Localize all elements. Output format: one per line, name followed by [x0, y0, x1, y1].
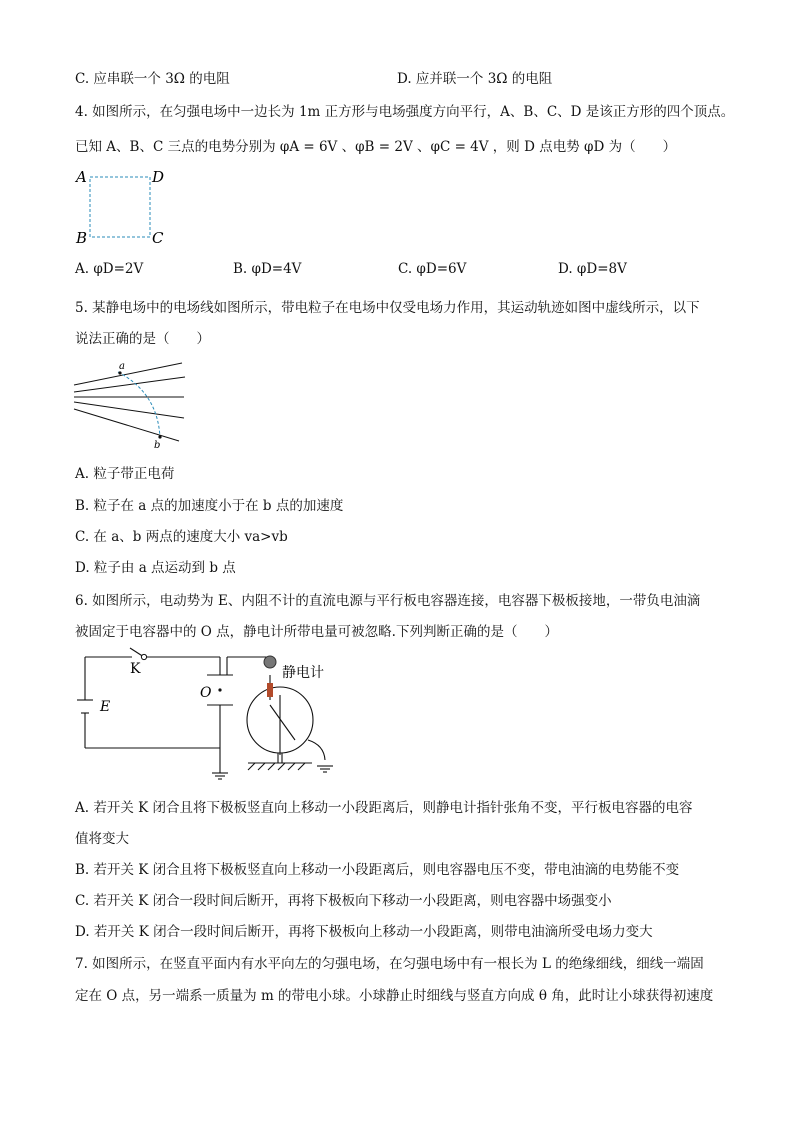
q6-option-a-line2: 值将变大: [75, 831, 129, 847]
q5-option-c: C. 在 a、b 两点的速度大小 va>vb: [75, 529, 288, 545]
q4-label-b: B: [76, 229, 88, 247]
q4-stem-line1: 4. 如图所示，在匀强电场中一边长为 1m 正方形与电场强度方向平行，A、B、C、D 是该正方形的四个顶点。: [75, 104, 735, 120]
q7-stem-line2: 定在 O 点，另一端系一质量为 m 的带电小球。小球静止时细线与竖直方向成 θ 角，此时让小球获得初速度: [75, 988, 714, 1004]
q4-stem-line2: 已知 A、B、C 三点的电势分别为 φA = 6V 、φB = 2V 、φC = 4V ，则 D 点电势 φD 为（ ）: [75, 139, 677, 155]
q4-option-a: A. φD=2V: [75, 261, 144, 277]
q4-label-d: D: [152, 168, 165, 186]
q6-option-a-line1: A. 若开关 K 闭合且将下极板竖直向上移动一小段距离后，则静电计指针张角不变，平行板电容器的电容: [75, 800, 693, 816]
q6-label-meter: 静电计: [282, 665, 324, 681]
q4-label-a: A: [76, 168, 87, 186]
q6-stem-line2: 被固定于电容器中的 O 点，静电计所带电量可被忽略.下列判断正确的是（ ）: [75, 624, 558, 640]
q6-label-o: O: [200, 685, 212, 701]
q5-option-d: D. 粒子由 a 点运动到 b 点: [75, 560, 236, 576]
q5-stem-line1: 5. 某静电场中的电场线如图所示，带电粒子在电场中仅受电场力作用，其运动轨迹如图中虚线所示，以下: [75, 300, 700, 316]
q6-stem-line1: 6. 如图所示，电动势为 E、内阻不计的直流电源与平行板电容器连接，电容器下极板接地，一带负电油滴: [75, 593, 701, 609]
q4-square-figure: [70, 165, 170, 250]
q4-option-c: C. φD=6V: [398, 261, 467, 277]
q6-circuit-figure: [70, 645, 350, 785]
q7-stem-line1: 7. 如图所示，在竖直平面内有水平向左的匀强电场，在匀强电场中有一根长为 L 的绝缘细线，细线一端固: [75, 956, 704, 972]
q5-option-a: A. 粒子带正电荷: [75, 466, 175, 482]
q3-option-c: C. 应串联一个 3Ω 的电阻: [75, 71, 230, 87]
q5-field-lines-figure: [70, 355, 195, 455]
q4-option-b: B. φD=4V: [233, 261, 302, 277]
q5-option-b: B. 粒子在 a 点的加速度小于在 b 点的加速度: [75, 498, 344, 514]
q6-option-b: B. 若开关 K 闭合且将下极板竖直向上移动一小段距离后，则电容器电压不变，带电油滴的电势能不变: [75, 862, 680, 878]
q4-option-d: D. φD=8V: [558, 261, 627, 277]
q4-label-c: C: [152, 229, 164, 247]
q6-label-e: E: [100, 699, 111, 715]
q5-label-b: b: [154, 440, 161, 451]
q6-option-d: D. 若开关 K 闭合一段时间后断开，再将下极板向上移动一小段距离，则带电油滴所受电场力变大: [75, 924, 653, 940]
q5-label-a: a: [119, 361, 125, 372]
q6-option-c: C. 若开关 K 闭合一段时间后断开，再将下极板向下移动一小段距离，则电容器中场强变小: [75, 893, 612, 909]
q3-option-d: D. 应并联一个 3Ω 的电阻: [397, 71, 553, 87]
q6-label-k: K: [130, 661, 141, 677]
q5-stem-line2: 说法正确的是（ ）: [75, 331, 210, 347]
